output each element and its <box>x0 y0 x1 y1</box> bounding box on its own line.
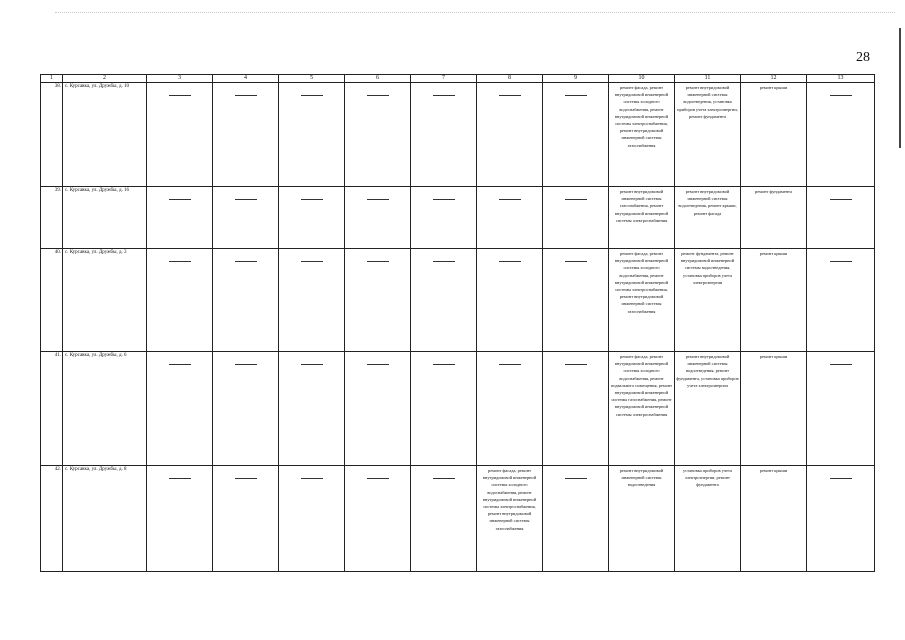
empty-cell <box>411 352 477 466</box>
empty-cell <box>543 352 609 466</box>
column-header: 10 <box>609 75 675 83</box>
work-cell-col10: ремонт фасада, ремонт внутридомовой инженерной системы холодного водоснабжения, ремонт внутридомовой инженерной системы электроснабжения, ремонт внутридомовой инженерной системы газоснабжения <box>609 249 675 352</box>
empty-cell <box>279 466 345 572</box>
column-header: 11 <box>675 75 741 83</box>
empty-cell <box>279 83 345 187</box>
column-header: 7 <box>411 75 477 83</box>
empty-cell <box>147 466 213 572</box>
work-cell-col10: ремонт внутридомовой инженерной системы водоотведения <box>609 466 675 572</box>
column-header: 5 <box>279 75 345 83</box>
work-cell-col10: ремонт внутридомовой инженерной системы газоснабжения, ремонт внутридомовой инженерной системы электроснабжения <box>609 187 675 249</box>
empty-cell <box>345 187 411 249</box>
work-cell-col11: ремонт внутридомовой инженерной системы водоотведения, установка приборов учета электроэнергии, ремонт фундамента <box>675 83 741 187</box>
table-row <box>41 249 875 352</box>
empty-cell <box>543 249 609 352</box>
empty-cell <box>543 187 609 249</box>
empty-cell <box>411 466 477 572</box>
work-cell-col10: ремонт фасада, ремонт внутридомовой инженерной системы холодного водоснабжения, ремонт внутридомовой инженерной системы электроснабжения, ремонт внутридомовой инженерной системы газоснабжения <box>609 83 675 187</box>
header-row <box>41 75 875 83</box>
empty-cell <box>477 83 543 187</box>
row-address: с. Курсавка, ул. Дружбы, д. 16 <box>63 187 147 249</box>
row-address: с. Курсавка, ул. Дружбы, д. 3 <box>63 249 147 352</box>
works-table <box>40 74 875 572</box>
empty-cell <box>543 83 609 187</box>
empty-cell <box>477 249 543 352</box>
work-cell-col11: ремонт фундамента, ремонт внутридомовой инженерной системы водоотведения, установка приборов учета электроэнергии <box>675 249 741 352</box>
empty-cell <box>807 249 875 352</box>
table-row <box>41 83 875 187</box>
work-cell-col10: ремонт фасада, ремонт внутридомовой инженерной системы холодного водоснабжения, ремонт подвального помещения, ремонт внутридомовой инженерной системы газоснабжения, ремонт внутридомовой инженерной системы электроснабжения <box>609 352 675 466</box>
work-cell-col11: ремонт внутридомовой инженерной системы водоотведения, ремонт фундамента, установка приборов учета электроэнергии <box>675 352 741 466</box>
row-address: с. Курсавка, ул. Дружбы, д. 10 <box>63 83 147 187</box>
empty-cell <box>279 187 345 249</box>
empty-cell <box>147 83 213 187</box>
page-number: 28 <box>856 50 870 65</box>
row-number: 40. <box>41 249 63 352</box>
empty-cell <box>411 249 477 352</box>
page-edge <box>899 28 901 148</box>
empty-cell <box>279 249 345 352</box>
table-row <box>41 352 875 466</box>
work-cell-col12: ремонт крыши <box>741 249 807 352</box>
column-header: 2 <box>63 75 147 83</box>
empty-cell <box>213 249 279 352</box>
work-cell-col12: ремонт крыши <box>741 466 807 572</box>
column-header: 1 <box>41 75 63 83</box>
column-header: 6 <box>345 75 411 83</box>
empty-cell <box>477 187 543 249</box>
empty-cell <box>213 83 279 187</box>
empty-cell <box>807 83 875 187</box>
empty-cell <box>807 466 875 572</box>
column-header: 9 <box>543 75 609 83</box>
empty-cell <box>213 352 279 466</box>
empty-cell <box>147 352 213 466</box>
empty-cell <box>345 249 411 352</box>
row-number: 39. <box>41 187 63 249</box>
row-number: 42. <box>41 466 63 572</box>
column-header: 4 <box>213 75 279 83</box>
scan-artifact <box>55 12 895 19</box>
empty-cell <box>213 187 279 249</box>
column-header: 3 <box>147 75 213 83</box>
table-row <box>41 187 875 249</box>
column-header: 8 <box>477 75 543 83</box>
column-header: 12 <box>741 75 807 83</box>
row-address: с. Курсавка, ул. Дружбы, д. 6 <box>63 352 147 466</box>
work-cell-col11: установка приборов учета электроэнергии, ремонт фундамента <box>675 466 741 572</box>
work-cell-col12: ремонт фундамента <box>741 187 807 249</box>
row-address: с. Курсавка, ул. Дружбы, д. 8 <box>63 466 147 572</box>
empty-cell <box>279 352 345 466</box>
empty-cell <box>345 352 411 466</box>
work-cell-col12: ремонт крыши <box>741 83 807 187</box>
empty-cell <box>543 466 609 572</box>
empty-cell <box>345 466 411 572</box>
row-number: 41. <box>41 352 63 466</box>
work-cell-col8: ремонт фасада, ремонт внутридомовой инженерной системы холодного водоснабжения, ремонт внутридомовой инженерной системы электроснабжения, ремонт внутридомовой инженерной системы газоснабжения <box>477 466 543 572</box>
empty-cell <box>147 249 213 352</box>
work-cell-col11: ремонт внутридомовой инженерной системы водоотведения, ремонт крыши, ремонт фасада <box>675 187 741 249</box>
empty-cell <box>345 83 411 187</box>
empty-cell <box>213 466 279 572</box>
empty-cell <box>411 83 477 187</box>
work-cell-col12: ремонт крыши <box>741 352 807 466</box>
empty-cell <box>411 187 477 249</box>
empty-cell <box>477 352 543 466</box>
column-header: 13 <box>807 75 875 83</box>
row-number: 38. <box>41 83 63 187</box>
empty-cell <box>147 187 213 249</box>
empty-cell <box>807 187 875 249</box>
empty-cell <box>807 352 875 466</box>
table-row <box>41 466 875 572</box>
